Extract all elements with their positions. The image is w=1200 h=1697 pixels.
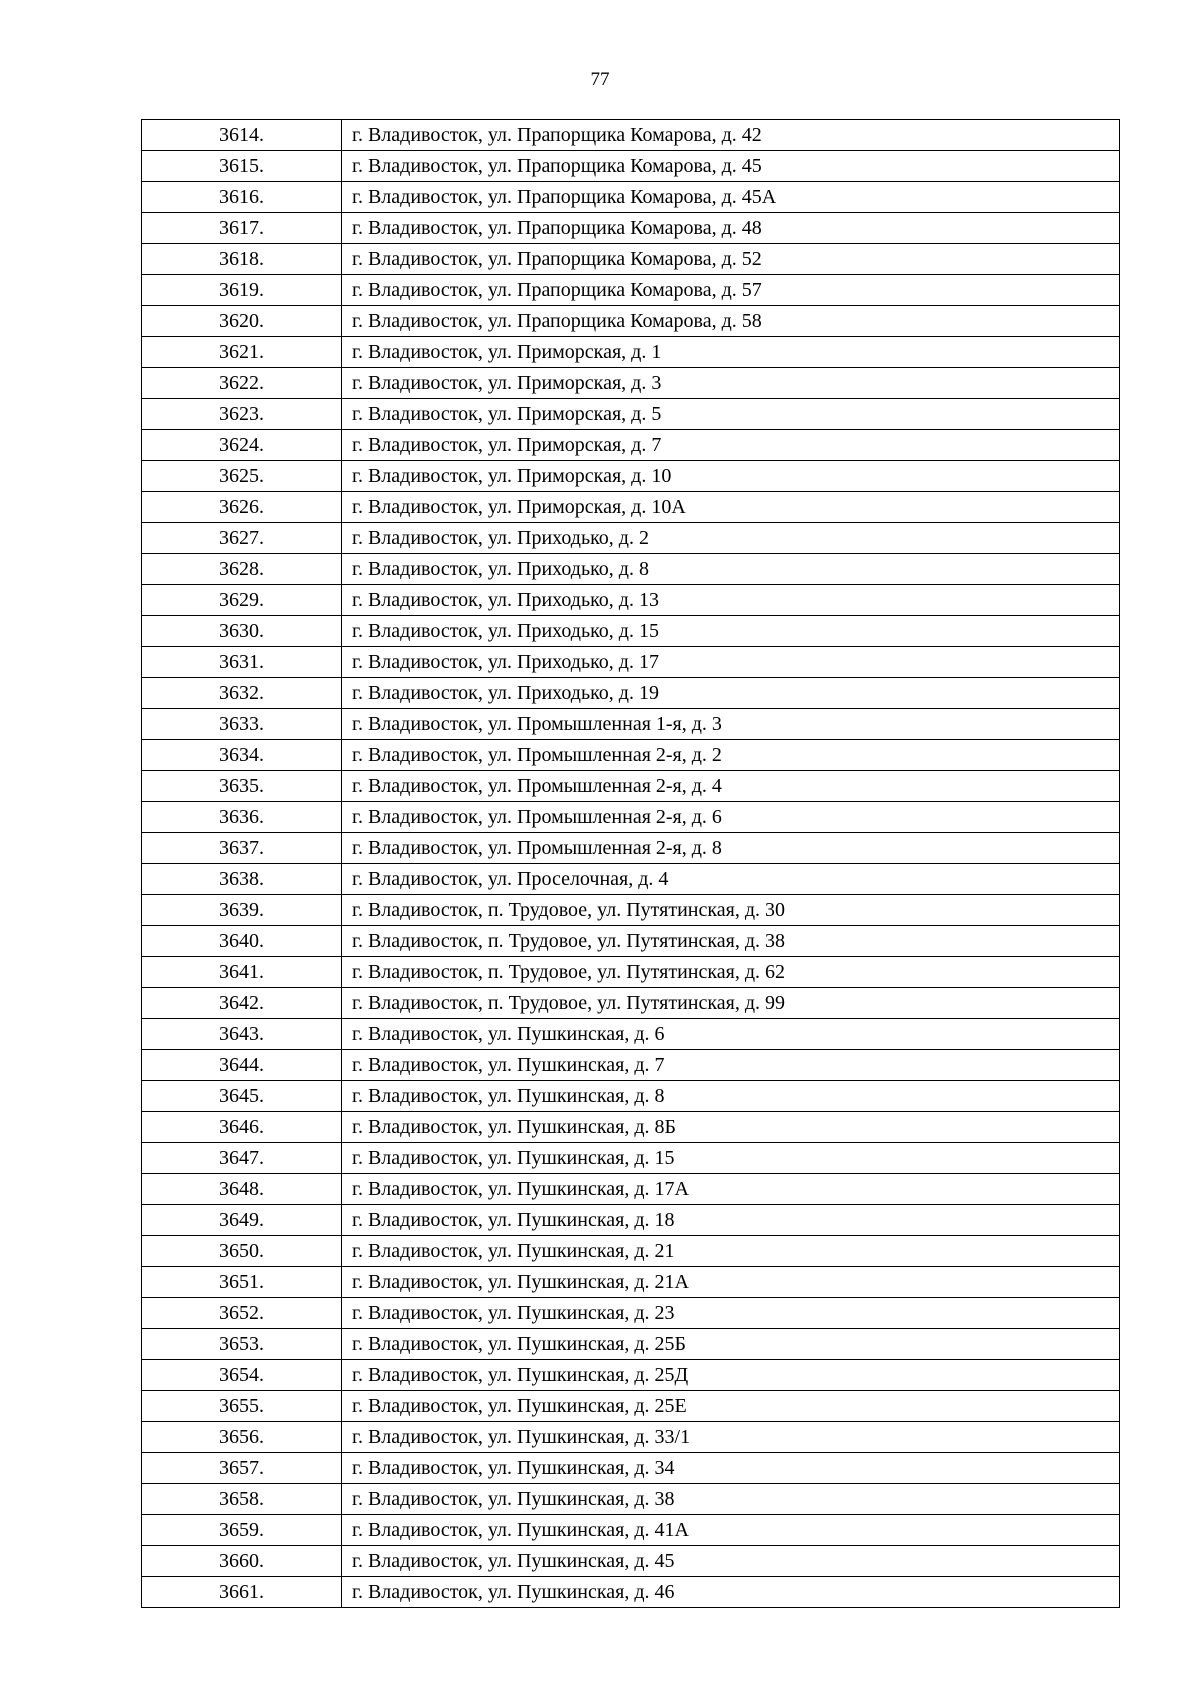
address-cell: г. Владивосток, ул. Прапорщика Комарова, д. 42 [342,120,1120,151]
table-row [142,585,1120,616]
address-cell: г. Владивосток, ул. Пушкинская, д. 18 [342,1205,1120,1236]
address-cell: г. Владивосток, ул. Пушкинская, д. 33/1 [342,1422,1120,1453]
address-cell: г. Владивосток, ул. Пушкинская, д. 7 [342,1050,1120,1081]
address-cell: г. Владивосток, ул. Приморская, д. 1 [342,337,1120,368]
table-row [142,337,1120,368]
row-number-cell: 3622. [142,368,342,399]
row-number-cell: 3632. [142,678,342,709]
address-cell: г. Владивосток, ул. Промышленная 2-я, д. 2 [342,740,1120,771]
row-number-cell: 3658. [142,1484,342,1515]
address-cell: г. Владивосток, ул. Пушкинская, д. 8Б [342,1112,1120,1143]
table-row [142,1050,1120,1081]
table-row [142,151,1120,182]
address-cell: г. Владивосток, ул. Приморская, д. 10А [342,492,1120,523]
address-cell: г. Владивосток, ул. Пушкинская, д. 17А [342,1174,1120,1205]
table-row [142,771,1120,802]
table-row [142,1236,1120,1267]
row-number-cell: 3640. [142,926,342,957]
table-row [142,833,1120,864]
row-number-cell: 3657. [142,1453,342,1484]
table-row [142,802,1120,833]
address-cell: г. Владивосток, ул. Промышленная 2-я, д. 8 [342,833,1120,864]
row-number-cell: 3619. [142,275,342,306]
row-number-cell: 3620. [142,306,342,337]
row-number-cell: 3634. [142,740,342,771]
address-cell: г. Владивосток, ул. Пушкинская, д. 46 [342,1577,1120,1608]
address-table [141,119,1120,1608]
row-number-cell: 3621. [142,337,342,368]
table-row [142,864,1120,895]
table-row [142,1546,1120,1577]
address-cell: г. Владивосток, ул. Прапорщика Комарова, д. 48 [342,213,1120,244]
row-number-cell: 3614. [142,120,342,151]
row-number-cell: 3635. [142,771,342,802]
address-cell: г. Владивосток, ул. Прапорщика Комарова, д. 52 [342,244,1120,275]
table-row [142,1577,1120,1608]
row-number-cell: 3627. [142,523,342,554]
table-row [142,1484,1120,1515]
table-row [142,895,1120,926]
table-row [142,1422,1120,1453]
row-number-cell: 3625. [142,461,342,492]
row-number-cell: 3637. [142,833,342,864]
address-cell: г. Владивосток, ул. Приходько, д. 17 [342,647,1120,678]
row-number-cell: 3629. [142,585,342,616]
address-cell: г. Владивосток, ул. Пушкинская, д. 34 [342,1453,1120,1484]
address-cell: г. Владивосток, ул. Приходько, д. 2 [342,523,1120,554]
address-cell: г. Владивосток, ул. Приморская, д. 5 [342,399,1120,430]
table-row [142,399,1120,430]
table-row [142,182,1120,213]
table-row [142,957,1120,988]
address-cell: г. Владивосток, ул. Приходько, д. 13 [342,585,1120,616]
address-cell: г. Владивосток, ул. Приходько, д. 19 [342,678,1120,709]
address-cell: г. Владивосток, ул. Пушкинская, д. 15 [342,1143,1120,1174]
address-cell: г. Владивосток, ул. Промышленная 2-я, д. 4 [342,771,1120,802]
row-number-cell: 3659. [142,1515,342,1546]
address-cell: г. Владивосток, ул. Пушкинская, д. 6 [342,1019,1120,1050]
row-number-cell: 3631. [142,647,342,678]
row-number-cell: 3624. [142,430,342,461]
row-number-cell: 3650. [142,1236,342,1267]
row-number-cell: 3638. [142,864,342,895]
address-cell: г. Владивосток, ул. Приходько, д. 15 [342,616,1120,647]
row-number-cell: 3641. [142,957,342,988]
table-row [142,213,1120,244]
row-number-cell: 3645. [142,1081,342,1112]
table-row [142,1329,1120,1360]
table-row [142,1081,1120,1112]
row-number-cell: 3647. [142,1143,342,1174]
table-row [142,647,1120,678]
table-row [142,306,1120,337]
address-cell: г. Владивосток, ул. Пушкинская, д. 21 [342,1236,1120,1267]
row-number-cell: 3661. [142,1577,342,1608]
address-cell: г. Владивосток, ул. Пушкинская, д. 21А [342,1267,1120,1298]
table-row [142,430,1120,461]
table-row [142,1360,1120,1391]
row-number-cell: 3623. [142,399,342,430]
address-cell: г. Владивосток, ул. Пушкинская, д. 38 [342,1484,1120,1515]
row-number-cell: 3615. [142,151,342,182]
row-number-cell: 3653. [142,1329,342,1360]
row-number-cell: 3654. [142,1360,342,1391]
address-cell: г. Владивосток, ул. Прапорщика Комарова, д. 45 [342,151,1120,182]
row-number-cell: 3646. [142,1112,342,1143]
address-cell: г. Владивосток, ул. Прапорщика Комарова, д. 58 [342,306,1120,337]
table-row [142,244,1120,275]
table-row [142,678,1120,709]
row-number-cell: 3644. [142,1050,342,1081]
row-number-cell: 3626. [142,492,342,523]
row-number-cell: 3630. [142,616,342,647]
row-number-cell: 3618. [142,244,342,275]
table-row [142,1298,1120,1329]
table-row [142,523,1120,554]
address-cell: г. Владивосток, ул. Приморская, д. 7 [342,430,1120,461]
table-row [142,492,1120,523]
address-cell: г. Владивосток, ул. Пушкинская, д. 23 [342,1298,1120,1329]
address-cell: г. Владивосток, ул. Проселочная, д. 4 [342,864,1120,895]
table-row [142,926,1120,957]
table-row [142,988,1120,1019]
address-cell: г. Владивосток, ул. Пушкинская, д. 45 [342,1546,1120,1577]
row-number-cell: 3616. [142,182,342,213]
address-cell: г. Владивосток, ул. Пушкинская, д. 25Е [342,1391,1120,1422]
address-cell: г. Владивосток, ул. Пушкинская, д. 25Д [342,1360,1120,1391]
row-number-cell: 3636. [142,802,342,833]
row-number-cell: 3660. [142,1546,342,1577]
address-cell: г. Владивосток, ул. Промышленная 2-я, д. 6 [342,802,1120,833]
row-number-cell: 3655. [142,1391,342,1422]
table-row [142,368,1120,399]
page-number: 77 [590,69,610,90]
address-cell: г. Владивосток, ул. Промышленная 1-я, д. 3 [342,709,1120,740]
row-number-cell: 3633. [142,709,342,740]
table-row [142,1112,1120,1143]
row-number-cell: 3652. [142,1298,342,1329]
table-row [142,1453,1120,1484]
table-row [142,1391,1120,1422]
address-cell: г. Владивосток, п. Трудовое, ул. Путятинская, д. 99 [342,988,1120,1019]
address-cell: г. Владивосток, ул. Прапорщика Комарова, д. 57 [342,275,1120,306]
table-row [142,1267,1120,1298]
table-row [142,120,1120,151]
table-row [142,1205,1120,1236]
address-cell: г. Владивосток, п. Трудовое, ул. Путятинская, д. 30 [342,895,1120,926]
table-row [142,740,1120,771]
address-cell: г. Владивосток, ул. Пушкинская, д. 8 [342,1081,1120,1112]
row-number-cell: 3651. [142,1267,342,1298]
address-cell: г. Владивосток, ул. Пушкинская, д. 41А [342,1515,1120,1546]
row-number-cell: 3617. [142,213,342,244]
address-cell: г. Владивосток, п. Трудовое, ул. Путятинская, д. 38 [342,926,1120,957]
table-row [142,1019,1120,1050]
address-cell: г. Владивосток, ул. Пушкинская, д. 25Б [342,1329,1120,1360]
table-row [142,1143,1120,1174]
row-number-cell: 3639. [142,895,342,926]
address-cell: г. Владивосток, ул. Прапорщика Комарова, д. 45А [342,182,1120,213]
address-cell: г. Владивосток, ул. Приморская, д. 10 [342,461,1120,492]
table-row [142,461,1120,492]
row-number-cell: 3628. [142,554,342,585]
table-row [142,616,1120,647]
row-number-cell: 3648. [142,1174,342,1205]
row-number-cell: 3643. [142,1019,342,1050]
table-row [142,275,1120,306]
table-body [142,120,1120,1608]
table-row [142,709,1120,740]
row-number-cell: 3656. [142,1422,342,1453]
address-cell: г. Владивосток, ул. Приходько, д. 8 [342,554,1120,585]
table-row [142,554,1120,585]
table-row [142,1515,1120,1546]
row-number-cell: 3642. [142,988,342,1019]
address-cell: г. Владивосток, ул. Приморская, д. 3 [342,368,1120,399]
table-row [142,1174,1120,1205]
address-cell: г. Владивосток, п. Трудовое, ул. Путятинская, д. 62 [342,957,1120,988]
row-number-cell: 3649. [142,1205,342,1236]
